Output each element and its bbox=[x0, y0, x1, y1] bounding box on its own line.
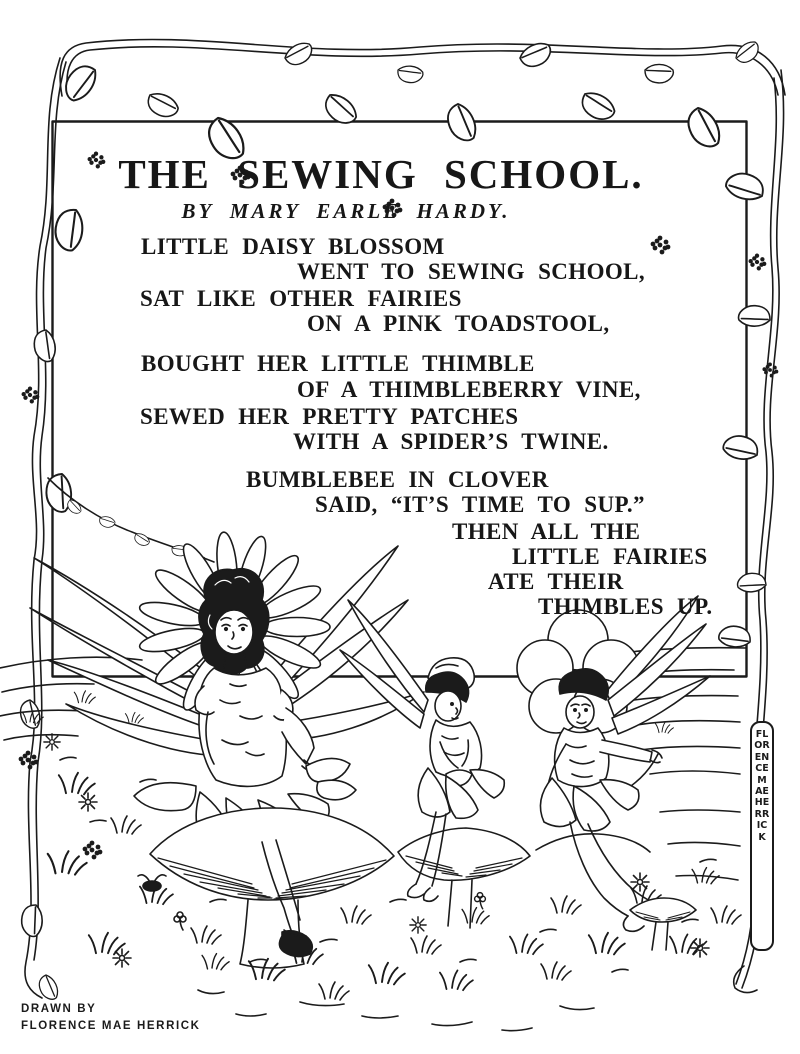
credit-drawn-by: DRAWN BY bbox=[21, 1003, 97, 1015]
poem-line: BUMBLEBEE IN CLOVER bbox=[246, 467, 549, 492]
artist-credit bbox=[21, 1001, 201, 1035]
poem-line: SAT LIKE OTHER FAIRIES bbox=[140, 286, 462, 311]
fairy-face bbox=[435, 691, 461, 721]
poem-line: LITTLE FAIRIES bbox=[512, 544, 708, 569]
poem-line: ON A PINK TOADSTOOL, bbox=[307, 311, 610, 336]
sewing-work bbox=[306, 758, 350, 782]
fairy-bodice bbox=[555, 728, 609, 787]
fairy-face bbox=[215, 610, 253, 654]
credit-artist-name: FLORENCE MAE HERRICK bbox=[21, 1020, 201, 1032]
toadstool-tiny bbox=[630, 898, 696, 950]
poem-byline: BY MARY EARLE HARDY. bbox=[181, 199, 511, 223]
toadstool-large bbox=[150, 808, 394, 968]
artist-signature-plaque: FLORENCE MAE HERRICK bbox=[750, 721, 774, 951]
fairy-arm bbox=[282, 708, 314, 764]
poem-line: THEN ALL THE bbox=[452, 519, 641, 544]
fairy-flower-right bbox=[517, 596, 710, 950]
poem-line: SAID, “IT’S TIME TO SUP.” bbox=[315, 492, 645, 517]
poem-line: WITH A SPIDER’S TWINE. bbox=[293, 429, 609, 454]
poem-line: BOUGHT HER LITTLE THIMBLE bbox=[141, 351, 535, 376]
poem-line: WENT TO SEWING SCHOOL, bbox=[297, 259, 646, 284]
poem-line: OF A THIMBLEBERRY VINE, bbox=[297, 377, 641, 402]
poem-line: THIMBLES UP. bbox=[538, 594, 713, 619]
poem-line: ATE THEIR bbox=[488, 569, 624, 594]
poem-title: THE SEWING SCHOOL. bbox=[118, 151, 644, 197]
poem-line: SEWED HER PRETTY PATCHES bbox=[140, 404, 519, 429]
fairy-slipper bbox=[279, 931, 312, 957]
poem-line: LITTLE DAISY BLOSSOM bbox=[141, 234, 445, 259]
fairy-body bbox=[430, 720, 482, 777]
